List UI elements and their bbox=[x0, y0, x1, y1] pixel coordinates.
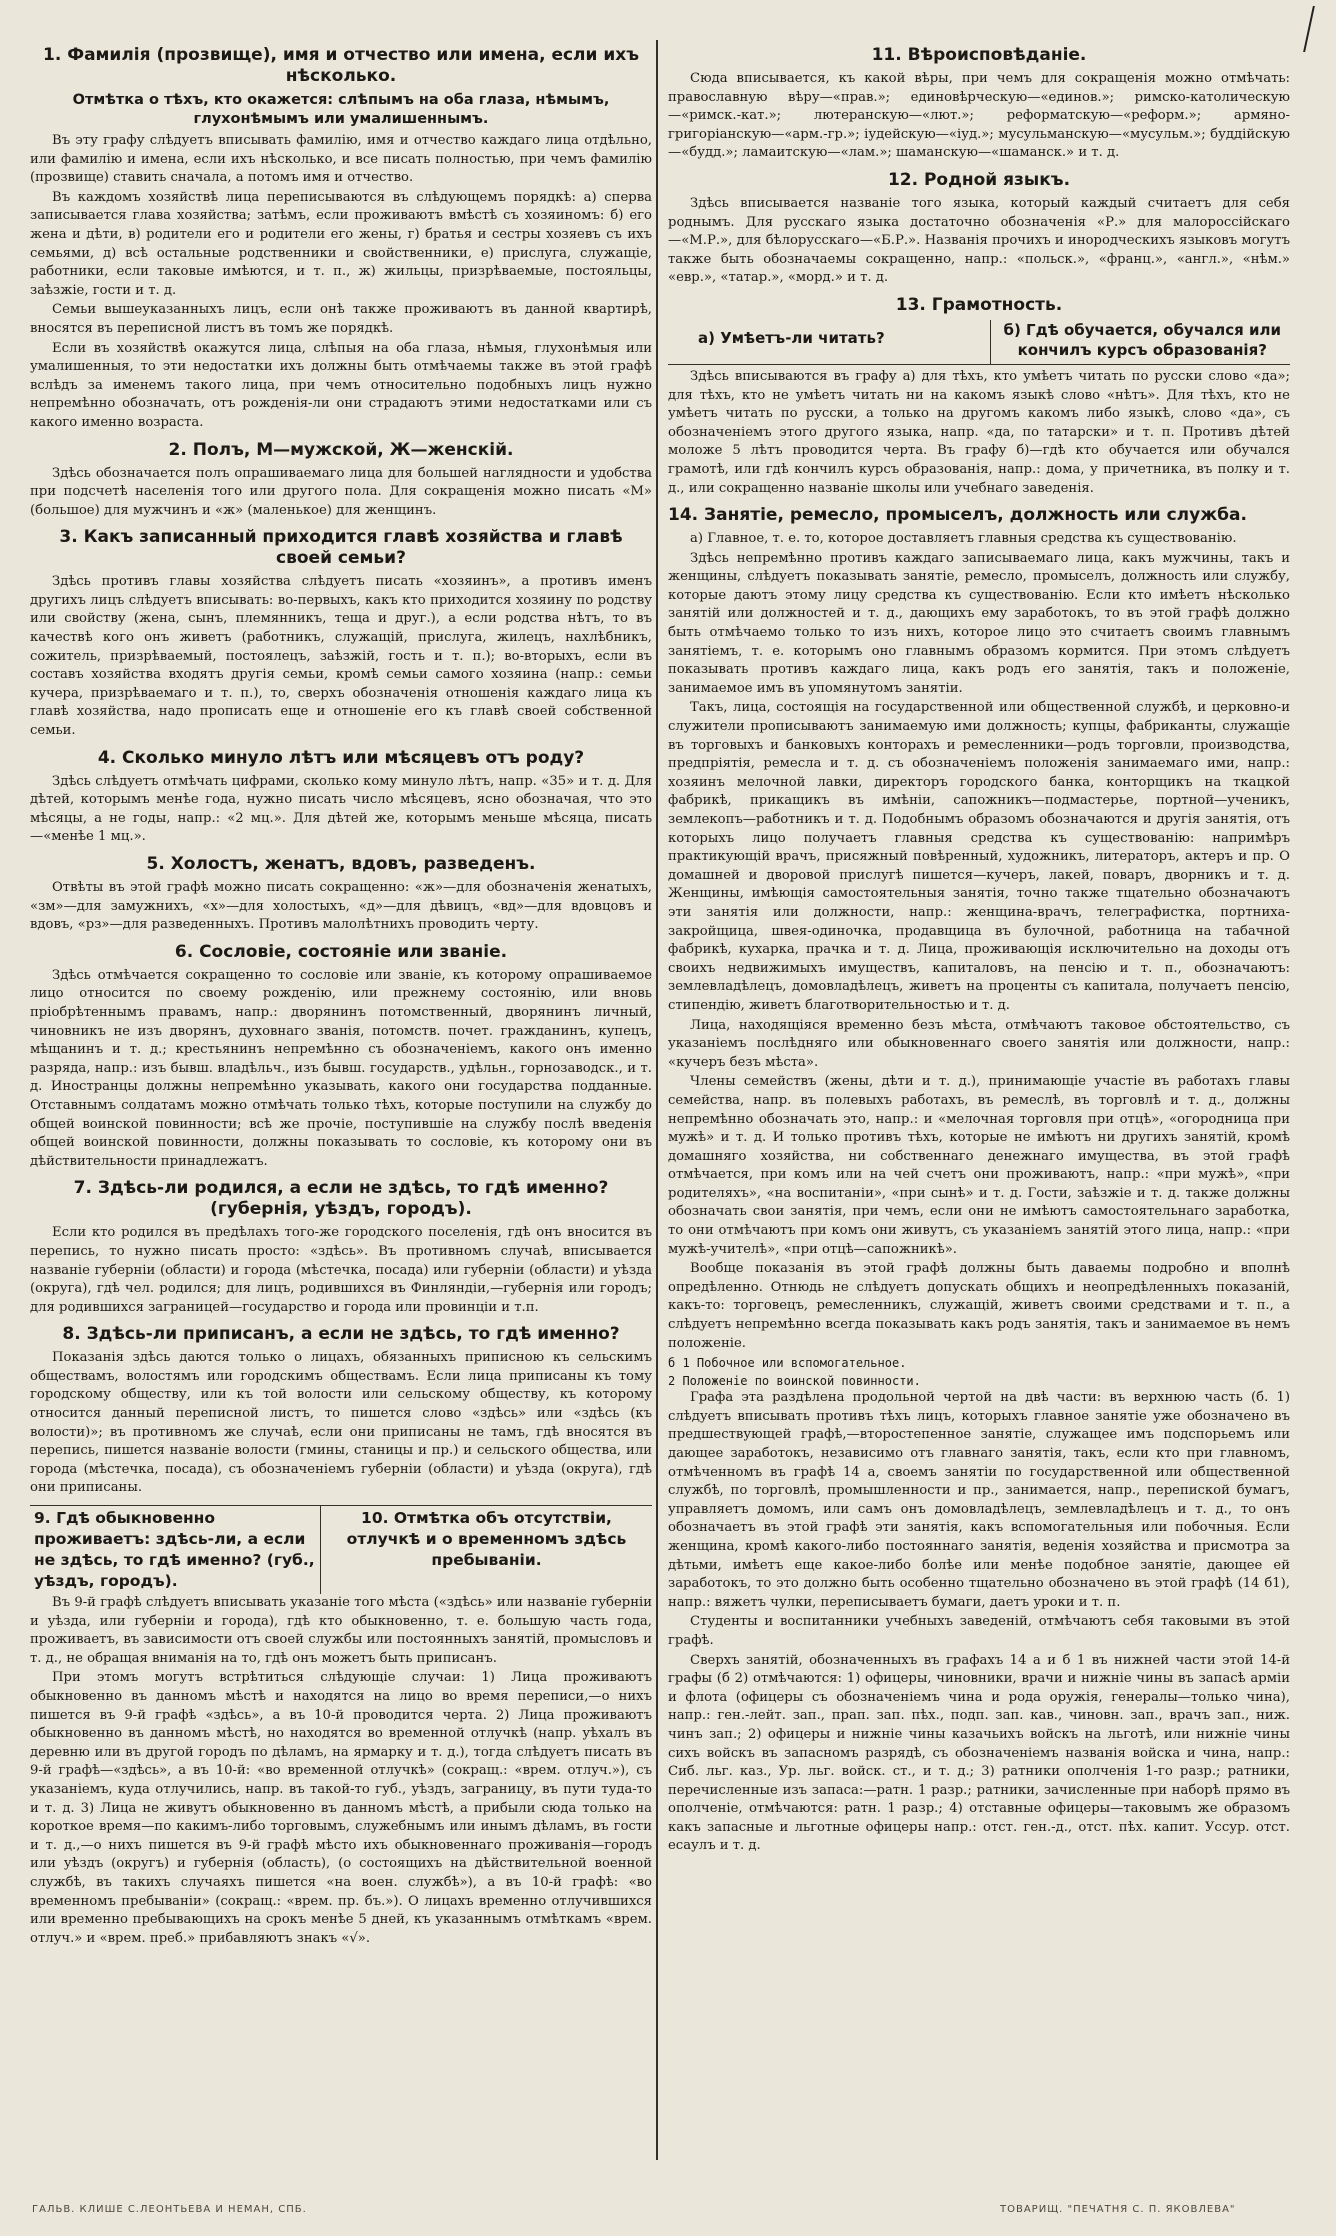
section-14-para-1: Здѣсь непремѣнно противъ каждаго записываемаго лица, какъ мужчины, такъ и женщины, слѣдуетъ показывать занятіе, ремесло, промыселъ, должность или службу, которые даютъ этому лицу средства къ существованію. Если кто имѣетъ нѣсколько занятій или должностей и т. д., дающихъ ему заработокъ, то въ этой графѣ должно быть отмѣчаемо только то изъ нихъ, которое лицо это считаетъ своимъ главнымъ занятіемъ, т. е. которымъ оно главнымъ образомъ кормится. При этомъ слѣдуетъ показывать противъ каждаго лица, какъ родъ его занятія, такъ и положеніе, занимаемое имъ въ упомянутомъ занятіи. bbox=[668, 550, 1290, 696]
footer-right-imprint: ТОВАРИЩ. "ПЕЧАТНЯ С. П. ЯКОВЛЕВА" bbox=[1000, 2204, 1236, 2215]
section-13-para-1: Здѣсь вписываются въ графу а) для тѣхъ, кто умѣетъ читать по русски слово «да»; для тѣхъ, кто не умѣетъ читать ни на какомъ языкѣ слово «нѣтъ». Для тѣхъ, кто не умѣетъ читать по русски, а только на другомъ какомъ либо языкѣ, слово «да», съ обозначеніемъ этого другого языка, напр. «да, по татарски» и т. п. Противъ дѣтей моложе 5 лѣтъ проводится черта. Въ графу б)—гдѣ кто обучается или обучался грамотѣ, или гдѣ кончилъ курсъ образованія, напр.: дома, у причетника, въ полку и т. д., или сокращенно названіе школы или учебнаго заведенія. bbox=[668, 368, 1290, 496]
section-14-para-5: Вообще показанія въ этой графѣ должны быть даваемы подробно и вполнѣ опредѣленно. Отнюдь не слѣдуетъ допускать общихъ и неопредѣленныхъ показаній, какъ-то: торговецъ, ремесленникъ, служащій, живетъ своими средствами и т. п., а слѣдуетъ непремѣнно всегда показывать какъ родъ занятія, такъ и занимаемое въ немъ положеніе. bbox=[668, 1261, 1290, 1351]
section-1-para-3: Семьи вышеуказанныхъ лицъ, если онѣ также проживаютъ въ данной квартирѣ, вносятся въ переписной листъ въ томъ же порядкѣ. bbox=[30, 302, 652, 336]
section-1-subtitle: Отмѣтка о тѣхъ, кто окажется: слѣпымъ на оба глаза, нѣмымъ, глухонѣмымъ или умалишеннымъ. bbox=[72, 92, 610, 127]
section-14-title: 14. Занятіе, ремесло, промыселъ, должность или служба. bbox=[668, 505, 1247, 526]
page-corner-mark bbox=[1303, 6, 1335, 52]
section-1-para-1: Въ эту графу слѣдуетъ вписывать фамилію, имя и отчество каждаго лица отдѣльно, или фамилію и имена, если ихъ нѣсколько, и все писать полностью, при чемъ фамилію (прозвище) ставить сначала, а потомъ имя и отчество. bbox=[30, 133, 652, 186]
section-12-title: 12. Родной языкъ. bbox=[887, 169, 1071, 190]
section-2-para-1: Здѣсь обозначается полъ опрашиваемаго лица для большей наглядности и удобства при подсчетѣ населенія того или другого пола. Для сокращенія можно писать «М» (большое) для мужчинъ и «ж» (маленькое) для женщинъ. bbox=[30, 465, 652, 518]
section-6 bbox=[30, 942, 652, 1172]
section-7-para-1: Если кто родился въ предѣлахъ того-же городского поселенія, гдѣ онъ вносится въ перепись, то нужно писать просто: «здѣсь». Въ противномъ случаѣ, вписывается названіе губерніи (области) и города (мѣстечка, посада) или губерніи (области) и уѣзда (округа), гдѣ чел. родился; для лицъ, родившихся въ Финляндіи,—губернія или городъ; для родившихся заграницей—государство и города или провинціи и т.п. bbox=[30, 1225, 652, 1315]
section-4-para-1: Здѣсь слѣдуетъ отмѣчать цифрами, сколько кому минуло лѣтъ, напр. «35» и т. д. Для дѣтей, которымъ менѣе года, нужно писать число мѣсяцевъ, ясно обозначая, что это мѣсяцы, а не годы, напр.: «2 мц.». Для дѣтей же, которымъ меньше мѣсяца, писать—«менѣе 1 мц.». bbox=[30, 773, 652, 845]
section-14-para-4: Члены семействъ (жены, дѣти и т. д.), принимающіе участіе въ работахъ главы семейства, напр. въ полевыхъ работахъ, въ ремеслѣ, въ торговлѣ и т. д., должны непремѣнно обозначать это, напр.: и «мелочная торговля при отцѣ», «огородница при мужѣ» и т. д. И только противъ тѣхъ, которые не имѣютъ ни другихъ занятій, кромѣ домашняго хозяйства, ни собственнаго денежнаго имущества, въ этой графѣ отмѣчается, при комъ или на чей счетъ они проживаютъ, напр.: «при мужѣ», «при родителяхъ», «на воспитаніи», «при сынѣ» и т. д. Гости, заѣзжіе и т. д. также должны обозначать свои занятія, при чемъ, если они не имѣютъ самостоятельнаго заработка, то они отмѣчаютъ при комъ они живутъ, съ указаніемъ занятій этого лица, напр.: «при мужѣ-учителѣ», «при отцѣ—сапожникѣ». bbox=[668, 1074, 1290, 1257]
section-14-sub-a: а) Главное, т. е. то, которое доставляетъ главныя средства къ существованію. bbox=[690, 531, 1237, 547]
left-column bbox=[30, 40, 652, 1955]
section-8-para-1: Показанія здѣсь даются только о лицахъ, обязанныхъ приписною къ сельскимъ обществамъ, волостямъ или городскимъ обществамъ. Если лица приписаны къ тому городскому обществу, или къ той волости или сельскому обществу, къ которому относится данный переписной листъ, то пишется слово «здѣсь» или «здѣсь (къ волости)»; въ противномъ же случаѣ, если они приписаны не тамъ, гдѣ вносятся въ перепись, пишется названіе волости (гмины, станицы и пр.) и сельского общества, или города (мѣстечка, посада), съ обозначеніемъ губерніи (области) и уѣзда (округа), гдѣ они приписаны. bbox=[30, 1350, 652, 1496]
footer-left-imprint: ГАЛЬВ. КЛИШЕ С.ЛЕОНТЬЕВА И НЕМАН, СПБ. bbox=[32, 2204, 307, 2215]
section-4 bbox=[30, 748, 652, 847]
section-14-para-6: Графа эта раздѣлена продольной чертой на двѣ части: въ верхнюю часть (б. 1) слѣдуетъ вписывать противъ тѣхъ лицъ, которыхъ главное занятіе уже обозначено въ предшествующей графѣ,—второстепенное занятіе, служащее имъ подспорьемъ или дающее заработокъ, независимо отъ главнаго занятія, такъ, если кто при главномъ, отмѣченномъ въ графѣ 14 а, своемъ занятіи по государственной или общественной службѣ, по торговлѣ, промышленности и пр., занимается, напр., перепиской бумагъ, управляетъ домомъ, или самъ онъ домовладѣлецъ, землевладѣлецъ и т. д., то онъ обозначаетъ въ этой графѣ эти занятія, какъ вспомогательныя или побочныя. Если женщина, кромѣ какого-либо постояннаго занятія, веденія хозяйства и присмотра за дѣтьми, имѣетъ еще какое-либо болѣе или менѣе подобное занятіе, дающее ей заработокъ, то это должно быть особенно тщательно обозначено въ этой графѣ (14 б1), напр.: вяжетъ чулки, переписываетъ бумаги, даетъ уроки и т. п. bbox=[668, 1390, 1290, 1610]
section-5-title: 5. Холостъ, женатъ, вдовъ, разведенъ. bbox=[146, 854, 536, 874]
section-3 bbox=[30, 527, 652, 740]
section-8-title: 8. Здѣсь-ли приписанъ, а если не здѣсь, то гдѣ именно? bbox=[62, 1324, 620, 1345]
section-6-para-1: Здѣсь отмѣчается сокращенно то сословіе или званіе, къ которому опрашиваемое лицо относится по своему рожденію, или прежнему состоянію, или вновь пріобрѣтеннымъ правамъ, напр.: дворянинъ потомственный, дворянинъ личный, чиновникъ не изъ дворянъ, духовнаго званія, потомств. почет. гражданинъ, купецъ, мѣщанинъ и т. д.; крестьянинъ непремѣнно съ обозначеніемъ, какого онъ именно разряда, напр.: изъ бывш. владѣльч., изъ бывш. государств., удѣльн., горнозаводск., и т. д. Иностранцы должны непремѣнно указывать, какого они государства подданные. Отставнымъ солдатамъ можно отмѣчать только тѣхъ, которые поступили на службу до общей воинской повинности; всѣ же прочіе, поступившіе на службу послѣ введенія общей воинской повинности, должны показывать то сословіе, къ которому они въ дѣйствительности принадлежатъ. bbox=[30, 967, 652, 1169]
section-1 bbox=[30, 45, 652, 433]
section-13-sub-a: а) Умѣетъ-ли читать? bbox=[698, 328, 885, 347]
section-9-title: 9. Гдѣ обыкновенно проживаетъ: здѣсь-ли, а если не здѣсь, то гдѣ именно? (губ., уѣздъ, городъ). bbox=[30, 1506, 321, 1594]
section-2 bbox=[30, 440, 652, 521]
section-12-para-1: Здѣсь вписывается названіе того языка, который каждый считаетъ для себя роднымъ. Для русскаго языка достаточно обозначенія «Р.» для малороссійскаго—«М.Р.», для бѣлорусскаго—«Б.Р.». Названія прочихъ и инородческихъ языковъ могутъ также быть обозначаемы сокращенно, напр.: «польск.», «франц.», «англ.», «нѣм.» «евр.», «татар.», «морд.» и т. д. bbox=[668, 195, 1290, 286]
section-7 bbox=[30, 1178, 652, 1317]
section-13-sub-b: б) Гдѣ обучается, обучался или кончилъ курсъ образованія? bbox=[990, 320, 1291, 364]
section-13-title: 13. Грамотность. bbox=[895, 294, 1063, 315]
right-column bbox=[668, 40, 1290, 1863]
section-1-para-2: Въ каждомъ хозяйствѣ лица переписываются въ слѣдующемъ порядкѣ: а) сперва записывается глава хозяйства; затѣмъ, если проживаютъ вмѣстѣ съ хозяиномъ: б) его жена и дѣти, в) родители его и родители его жены, г) братья и сестры хозяевъ съ ихъ семьями, д) всѣ остальные родственники и свойственники, е) прислуга, служащіе, работники, если таковые имѣются, и т. п., ж) жильцы, призрѣваемые, постояльцы, заѣзжіе, гости и т. д. bbox=[30, 189, 652, 298]
section-7-title: 7. Здѣсь-ли родился, а если не здѣсь, то гдѣ именно? (губернія, уѣздъ, городъ). bbox=[73, 1178, 609, 1220]
column-divider bbox=[656, 40, 658, 2160]
section-9-para-2: При этомъ могутъ встрѣтиться слѣдующіе случаи: 1) Лица проживаютъ обыкновенно въ данномъ мѣстѣ и находятся на лицо во время переписи,—о нихъ пишется въ 9-й графѣ «здѣсь», а въ 10-й проводится черта. 2) Лица проживаютъ обыкновенно въ данномъ мѣстѣ, но находятся во временной отлучкѣ (напр. уѣхалъ въ деревню или въ другой городъ по дѣламъ, на ярмарку и т. д.), тогда слѣдуетъ писать въ 9-й графѣ—«здѣсь», а въ 10-й: «во временной отлучкѣ» (сокращ.: «врем. отлуч.»), съ указаніемъ, куда отлучились, напр. въ такой-то губ., уѣздъ, заграницу, въ пути туда-то и т. д. 3) Лица не живутъ обыкновенно въ данномъ мѣстѣ, а прибыли сюда только на короткое время—по какимъ-либо торговымъ, служебнымъ или инымъ дѣламъ, въ гости и т. д.,—о нихъ пишется въ 9-й графѣ мѣсто ихъ обыкновеннаго проживанія—городъ или уѣздъ (округъ) и губернія (область), (о состоящихъ на дѣйствительной военной службѣ, въ такихъ случаяхъ пишется «на воен. службѣ»), а въ 10-й графѣ: «во временномъ пребываніи» (сокращ.: «врем. пр. бъ.»). О лицахъ временно отлучившихся или временно пребывающихъ на срокъ менѣе 5 дней, къ указаннымъ отмѣткамъ «врем. отлуч.» и «врем. преб.» прибавляютъ знакъ «√». bbox=[30, 1670, 652, 1946]
section-11 bbox=[668, 45, 1290, 163]
section-9-para-1: Въ 9-й графѣ слѣдуетъ вписывать указаніе того мѣста («здѣсь» или названіе губерніи и уѣзда, или губерніи и города), гдѣ кто обыкновенно, т. е. большую часть года, проживаетъ, въ зависимости отъ своей службы или постоянныхъ занятій, промысловъ и т. д., не обращая вниманія на то, гдѣ онъ можетъ быть приписанъ. bbox=[30, 1595, 652, 1666]
section-11-para-1: Сюда вписывается, къ какой вѣры, при чемъ для сокращенія можно отмѣчать: православную вѣру—«прав.»; единовѣрческую—«единов.»; римско-католическую—«римск.-кат.»; лютеранскую—«лют.»; реформатскую—«реформ.»; армяно-григоріанскую—«арм.-гр.»; іудейскую—«іуд.»; мусульманскую—«мусульм.»; буддійскую—«будд.»; ламаитскую—«лам.»; шаманскую—«шаманск.» и т. д. bbox=[668, 71, 1290, 161]
section-13-subheaders bbox=[668, 320, 1290, 365]
section-5 bbox=[30, 854, 652, 935]
section-14-para-3: Лица, находящіяся временно безъ мѣста, отмѣчаютъ таковое обстоятельство, съ указаніемъ послѣдняго или обыкновеннаго своего занятія или должности, напр.: «кучеръ безъ мѣста». bbox=[668, 1017, 1290, 1070]
section-14-sub-b2: 2 Положеніе по воинской повинности. bbox=[668, 1374, 921, 1389]
section-13 bbox=[668, 295, 1290, 498]
section-6-title: 6. Сословіе, состояніе или званіе. bbox=[174, 941, 508, 962]
section-14-para-8: Сверхъ занятій, обозначенныхъ въ графахъ 14 а и б 1 въ нижней части этой 14-й графы (б 2) отмѣчаются: 1) офицеры, чиновники, врачи и нижніе чины въ запасѣ арміи и флота (офицеры съ обозначеніемъ чина и рода оружія, генералы—только чина), напр.: ген.-лейт. зап., прап. зап. пѣх., подп. зап. кав., чиновн. зап., врачъ зап., ниж. чинъ зап.; 2) офицеры и нижніе чины казачьихъ войскъ на льготѣ, или нижніе чины сихъ войскъ въ запасномъ разрядѣ, съ обозначеніемъ названія войска и чина, напр.: Сиб. льг. каз., Ур. льг. войск. ст., и т. д.; 3) ратники ополченія 1-го разр.; ратники, перечисленные изъ запаса:—ратн. 1 разр.; ратники, зачисленные при наборѣ прямо въ ополченіе, отмѣчаются: ратн. 1 разр.; 4) отставные офицеры—таковымъ же образомъ какъ запасные и льготные офицеры напр.: отст. ген.-д., отст. пѣх. капит. Уссур. отст. есаулъ и т. д. bbox=[668, 1652, 1290, 1854]
section-14-para-7: Студенты и воспитанники учебныхъ заведеній, отмѣчаютъ себя таковыми въ этой графѣ. bbox=[668, 1614, 1290, 1648]
section-9-10-header bbox=[30, 1505, 652, 1594]
section-1-title: 1. Фамилія (прозвище), имя и отчество или имена, если ихъ нѣсколько. bbox=[43, 45, 639, 86]
section-4-title: 4. Сколько минуло лѣтъ или мѣсяцевъ отъ роду? bbox=[97, 747, 585, 768]
section-5-para-1: Отвѣты въ этой графѣ можно писать сокращенно: «ж»—для обозначенія женатыхъ, «зм»—для замужнихъ, «х»—для холостыхъ, «д»—для дѣвицъ, «вд»—для вдовцовъ и вдовъ, «рз»—для разведенныхъ. Противъ малолѣтнихъ проводить черту. bbox=[30, 880, 652, 933]
section-9-10 bbox=[30, 1594, 652, 1948]
section-11-title: 11. Вѣроисповѣданіе. bbox=[871, 45, 1087, 65]
section-8 bbox=[30, 1324, 652, 1498]
section-1-para-4: Если въ хозяйствѣ окажутся лица, слѣпыя на оба глаза, нѣмыя, глухонѣмыя или умалишенныя, то эти недостатки ихъ должны быть отмѣчаемы также въ этой графѣ вслѣдъ за именемъ такого лица, при чемъ относительно подобныхъ лицъ нужно непремѣнно обозначать, отъ рожденія-ли они страдаютъ этими недостатками или съ какого именно возраста. bbox=[30, 340, 652, 430]
section-14-para-2: Такъ, лица, состоящія на государственной или общественной службѣ, и церковно-и служители прописываютъ занимаемую ими должность; купцы, фабриканты, служащіе въ торговыхъ и банковыхъ конторахъ и ремесленники—родъ торговли, производства, предпріятія, ремесла и т. д. съ обозначеніемъ положенія занимаемаго ими, напр.: хозяинъ мелочной лавки, директоръ городского банка, конторщикъ на ткацкой фабрикѣ, прикащикъ въ имѣніи, сапожникъ—подмастерье, портной—ученикъ, землекопъ—работникъ и т. д. Подобнымъ образомъ обозначаются и другія занятія, отъ которыхъ лицо получаетъ главныя средства къ существованію: напримѣръ практикующій врачъ, присяжный повѣренный, художникъ, литераторъ, актеръ и пр. О домашней и дворовой прислугѣ пишется—кучеръ, лакей, поваръ, дворникъ и т. д. Женщины, имѣющія самостоятельныя занятія, точно также тщательно обозначаютъ эти занятія или должности, напр.: женщина-врачъ, телеграфистка, портниха-закройщица, швея-одиночка, продавщица въ булочной, работница на табачной фабрикѣ, кухарка, прачка и т. д. Лица, проживающія исключительно на доходы отъ своихъ недвижимыхъ имуществъ, капиталовъ, на пенсію и т. п., обозначаютъ: землевладѣлецъ, домовладѣлецъ, живетъ на проценты съ капитала, получаетъ пенсію, стипендію, живетъ благотворительностью и т. д. bbox=[668, 700, 1290, 1013]
section-14-sub-b1: б 1 Побочное или вспомогательное. bbox=[668, 1356, 907, 1371]
section-3-para-1: Здѣсь противъ главы хозяйства слѣдуетъ писать «хозяинъ», а противъ именъ другихъ лицъ слѣдуетъ вписывать: во-первыхъ, какъ кто приходится хозяину по родству или свойству (жена, сынъ, племянникъ, теща и друг.), а если родства нѣтъ, то въ качествѣ кого онъ живетъ (работникъ, служащій, прислуга, жилецъ, нахлѣбникъ, сожитель, призрѣваемый, постоялецъ, заѣзжій, гость и т. п.); во-вторыхъ, если въ составъ хозяйства входятъ другія семьи, кромѣ семьи самого хозяина (напр.: семьи кучера, призрѣваемаго и т. п.), то, сверхъ обозначенія отношенія каждаго лица къ главѣ хозяйства, надо прописать еще и отношеніе его къ главѣ своей собственной семьи. bbox=[30, 574, 652, 739]
section-10-title: 10. Отмѣтка объ отсутствіи, отлучкѣ и о временномъ здѣсь пребываніи. bbox=[346, 1509, 627, 1570]
section-3-title: 3. Какъ записанный приходится главѣ хозяйства и главѣ своей семьи? bbox=[59, 527, 623, 569]
section-12 bbox=[668, 170, 1290, 288]
section-2-title: 2. Полъ, М—мужской, Ж—женскій. bbox=[168, 439, 514, 460]
section-14 bbox=[668, 505, 1290, 1856]
